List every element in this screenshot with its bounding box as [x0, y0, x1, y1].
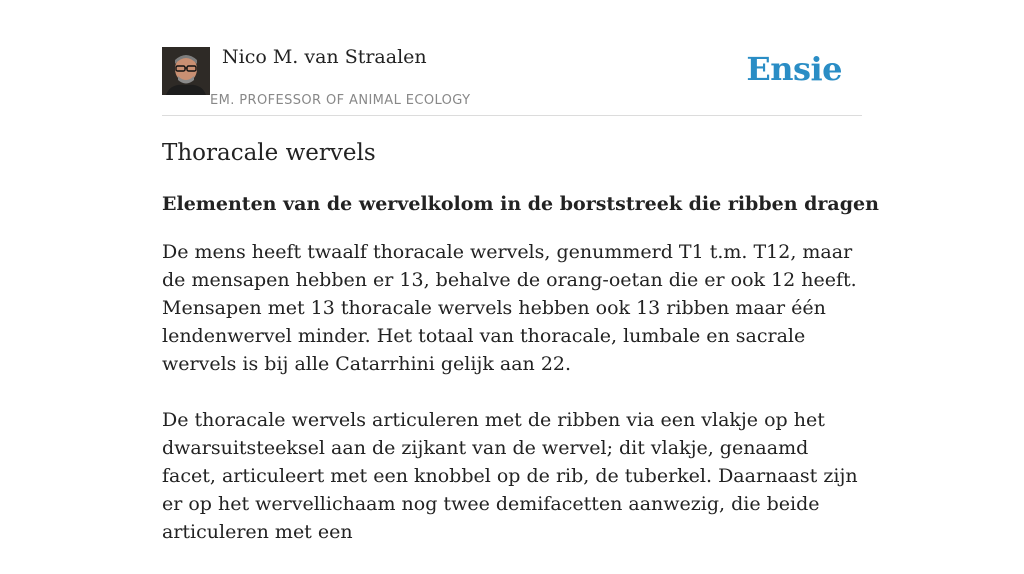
- article-body: [162, 238, 862, 574]
- article-subtitle: Elementen van de wervelkolom in de borststreek die ribben dragen: [162, 193, 879, 215]
- article-title: Thoracale wervels: [162, 140, 376, 166]
- avatar-portrait-icon: [162, 47, 210, 95]
- author-avatar[interactable]: [162, 47, 210, 95]
- author-header: [162, 0, 862, 116]
- author-name[interactable]: Nico M. van Straalen: [222, 46, 427, 68]
- ensie-logo[interactable]: Ensie: [746, 50, 842, 88]
- page: [162, 0, 879, 543]
- article-paragraph-1: De mens heeft twaalf thoracale wervels, genummerd T1 t.m. T12, maar de mensapen hebben er 13, behalve de orang-oetan die er ook 12 heeft. Mensapen met 13 thoracale wervels hebben ook 13 ribben maar één lendenwervel minder. Het totaal van thoracale, lumbale en sacrale wervels is bij alle Catarrhini gelijk aan 22.: [162, 241, 857, 375]
- article-paragraph-2: De thoracale wervels articuleren met de ribben via een vlakje op het dwarsuitsteeksel aan de zijkant van de wervel; dit vlakje, genaamd facet, articuleert met een knobbel op de rib, de tuberkel. Daarnaast zijn er op het wervellichaam nog twee demifacetten aanwezig, die beide articuleren met een: [162, 409, 858, 543]
- author-title: EM. PROFESSOR OF ANIMAL ECOLOGY: [210, 93, 471, 108]
